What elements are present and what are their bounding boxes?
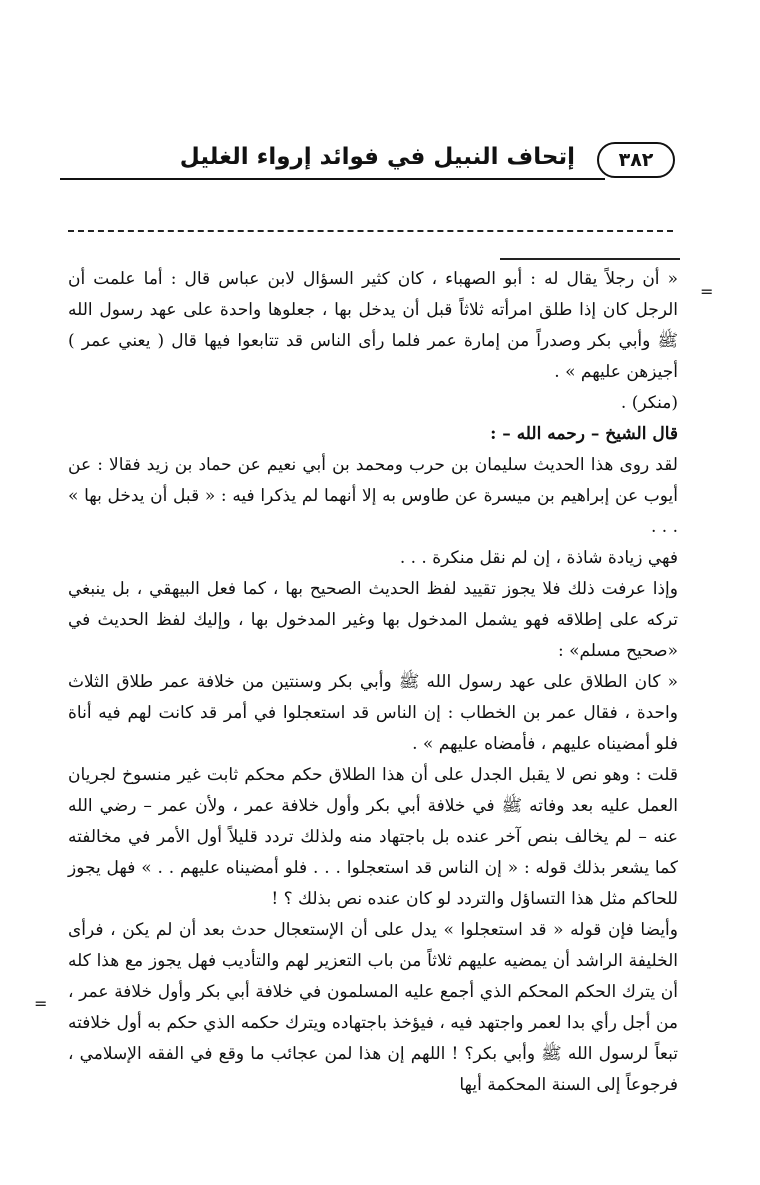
paragraph-isnad: لقد روى هذا الحديث سليمان بن حرب ومحمد بن أبي نعيم عن حماد بن زيد فقالا : عن أيوب عن إبراهيم بن ميسرة عن طاوس به إلا أنهما لم يذكرا فيه : « قبل أن يدخل بها » . . . bbox=[68, 455, 678, 537]
continuation-marker-bottom: = bbox=[34, 994, 48, 1013]
paragraph-commentary: قلت : وهو نص لا يقبل الجدل على أن هذا الطلاق حكم محكم ثابت غير منسوخ لجريان العمل عليه بعد وفاته ﷺ في خلافة أبي بكر وأول خلافة عمر ، ولأن عمر – رضي الله عنه – لم يخالف بنص آخر عنده بل باجتهاد منه ولذلك تردد قليلاً أول الأمر في مخالفته كما يشعر بذلك قوله : « إن الناس قد استعجلوا . . . فلو أمضيناه عليهم . . » فهل يجوز للحاكم مثل هذا التساؤل والتردد لو كان عنده نص بذلك ؟ ! bbox=[68, 765, 678, 909]
book-title: إتحاف النبيل في فوائد إرواء الغليل bbox=[179, 144, 575, 170]
paragraph-hadith-text: « أن رجلاً يقال له : أبو الصهباء ، كان كثير السؤال لابن عباس قال : أما علمت أن الرجل كان إذا طلق امرأته ثلاثاً قبل أن يدخل بها ، جعلوها واحدة على عهد رسول الله ﷺ وأبي بكر وصدراً من إمارة عمر فلما رأى الناس قد تتابعوا فيها قال ( يعني عمر ) أجيزهن عليهم » . bbox=[68, 269, 678, 382]
paragraph-grading: (منكر) . bbox=[620, 393, 678, 413]
paragraph-muslim-text: « كان الطلاق على عهد رسول الله ﷺ وأبي بكر وسنتين من خلافة عمر طلاق الثلاث واحدة ، فقال عمر بن الخطاب : إن الناس قد استعجلوا في أمر قد كانت لهم فيه أناة فلو أمضيناه عليهم ، فأمضاه عليهم » . bbox=[68, 672, 678, 754]
page-number-badge: ٣٨٢ bbox=[597, 142, 675, 178]
paragraph-conclusion: وأيضا فإن قوله « قد استعجلوا » يدل على أن الإستعجال حدث بعد أن لم يكن ، فرأى الخليفة الراشد أن يمضيه عليهم ثلاثاً من باب التعزير لهم والتأديب فهل يجوز مع هذا كله أن يترك الحكم المحكم الذي أجمع عليه المسلمون في خلافة أبي بكر وأول خلافة عمر ، من أجل رأي بدا لعمر واجتهد فيه ، فيؤخذ باجتهاده ويترك حكمه الذي حكم به أول خلافته تبعاً لرسول الله ﷺ وأبي بكر؟ ! اللهم إن هذا لمن عجائب ما وقع في الفقه الإسلامي ، فرجوعاً إلى السنة المحكمة أيها bbox=[68, 920, 678, 1095]
paragraph-shadh: فهي زيادة شاذة ، إن لم نقل منكرة . . . bbox=[399, 548, 678, 568]
speaker-label: قال الشيخ – رحمه الله – : bbox=[490, 424, 678, 444]
footnote-rule bbox=[500, 258, 680, 260]
continuation-marker-top: = bbox=[700, 282, 714, 301]
header-rule bbox=[60, 178, 605, 180]
body-text bbox=[68, 264, 678, 1101]
dashed-separator bbox=[68, 230, 673, 232]
paragraph-bayhaqi: وإذا عرفت ذلك فلا يجوز تقييد لفظ الحديث الصحيح بها ، كما فعل البيهقي ، بل ينبغي تركه على إطلاقه فهو يشمل المدخول بها وغير المدخول بها ، وإليك لفظ الحديث في «صحيح مسلم» : bbox=[68, 579, 678, 661]
page-header bbox=[60, 140, 675, 182]
